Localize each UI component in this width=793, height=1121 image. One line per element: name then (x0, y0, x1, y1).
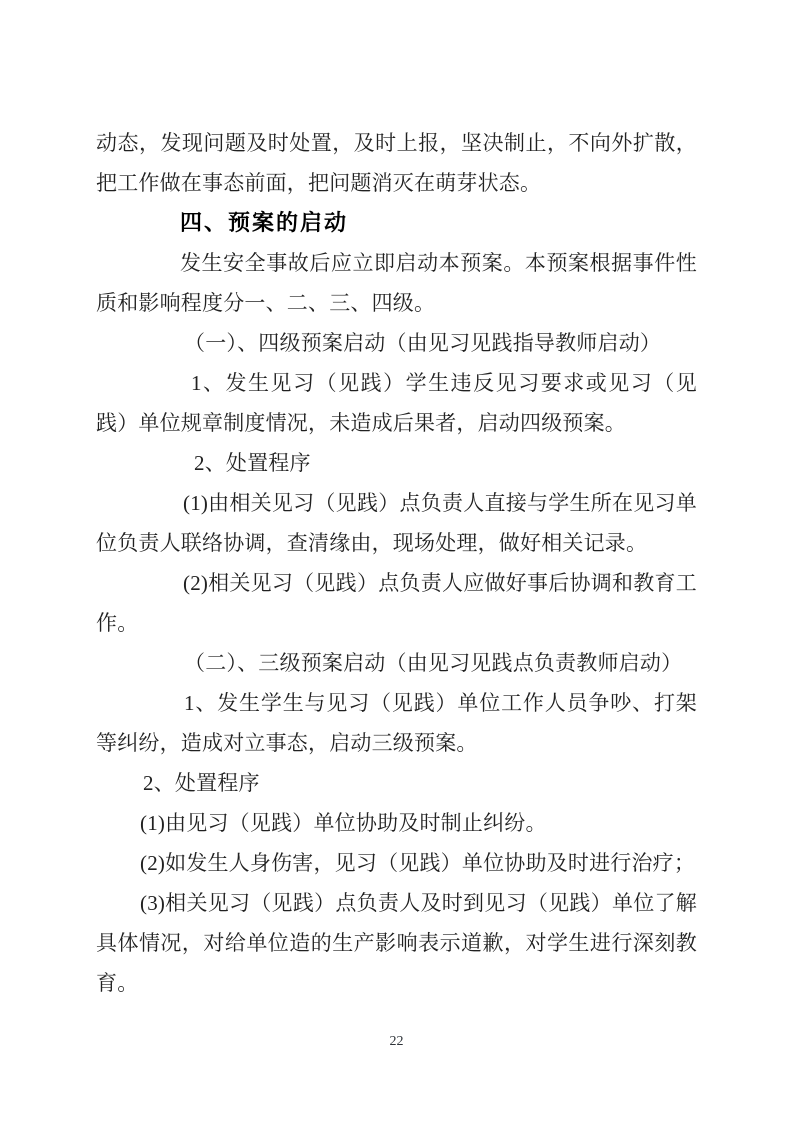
section-heading-plan-launch: 四、预案的启动 (180, 210, 349, 235)
numbered-item-1-level4: 1、发生见习（见践）学生违反见习要求或见习（见践）单位规章制度情况，未造成后果者，启动四级预案。 (96, 371, 697, 435)
numbered-item-2-level3: 2、处置程序 (143, 771, 260, 795)
paragraph-plan-intro: 发生安全事故后应立即启动本预案。本预案根据事件性质和影响程度分一、二、三、四级。 (96, 251, 697, 315)
numbered-item-1-level3: 1、发生学生与见习（见践）单位工作人员争吵、打架等纠纷，造成对立事态，启动三级预案。 (96, 691, 697, 755)
page-number: 22 (389, 1034, 404, 1049)
document-body (96, 123, 697, 1003)
numbered-item-2-level4: 2、处置程序 (194, 451, 311, 475)
paragraph-continuation: 动态，发现问题及时处置，及时上报，坚决制止，不向外扩散，把工作做在事态前面，把问题消灭在萌芽状态。 (96, 131, 697, 195)
sub-item-2-level4: (2)相关见习（见践）点负责人应做好事后协调和教育工作。 (96, 571, 697, 635)
sub-item-2-level3: (2)如发生人身伤害，见习（见践）单位协助及时进行治疗； (140, 851, 696, 875)
sub-item-1-level4: (1)由相关见习（见践）点负责人直接与学生所在见习单位负责人联络协调，查清缘由，现场处理，做好相关记录。 (96, 491, 697, 555)
sub-item-3-level3: (3)相关见习（见践）点负责人及时到见习（见践）单位了解具体情况，对给单位造的生产影响表示道歉，对学生进行深刻教育。 (96, 891, 697, 995)
sub-item-1-level3: (1)由见习（见践）单位协助及时制止纠纷。 (140, 811, 547, 835)
subsection-heading-level4: （一）、四级预案启动（由见习见践指导教师启动） (184, 331, 662, 355)
subsection-heading-level3: （二）、三级预案启动（由见习见践点负责教师启动） (184, 651, 683, 675)
